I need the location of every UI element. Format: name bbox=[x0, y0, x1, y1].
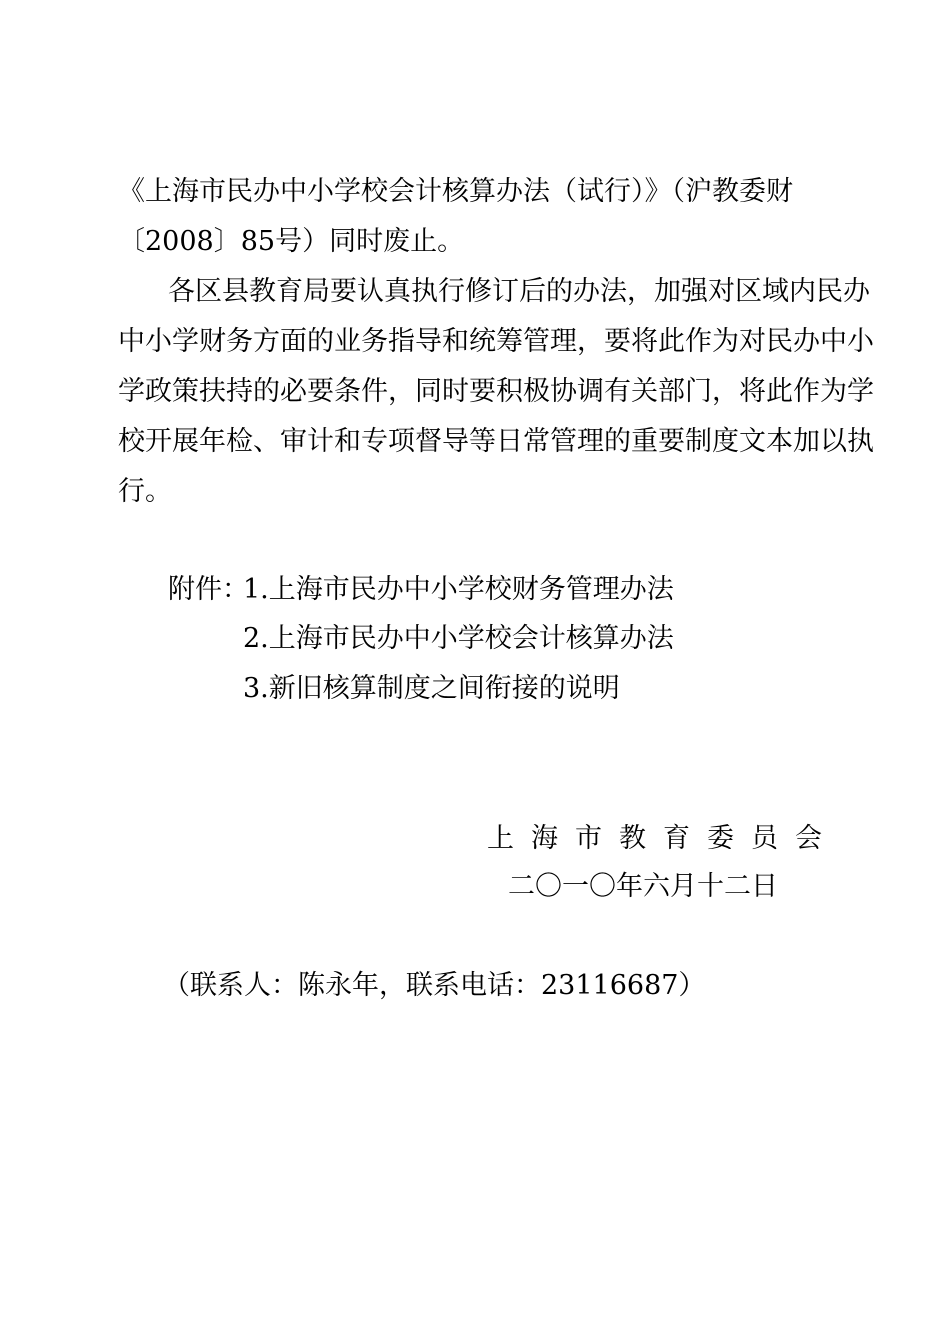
attachment-item-1: 1.上海市民办中小学校财务管理办法 bbox=[243, 574, 674, 605]
issuer-name: 上海市教育委员会 bbox=[487, 823, 839, 854]
paragraph-2-line-5: 行。 bbox=[118, 476, 172, 507]
paragraph-1-line-2: 〔2008〕85号）同时废止。 bbox=[118, 226, 465, 257]
issue-date: 二〇一〇年六月十二日 bbox=[508, 871, 778, 902]
paragraph-2-line-3: 学政策扶持的必要条件，同时要积极协调有关部门，将此作为学 bbox=[118, 376, 874, 407]
paragraph-2-line-1: 各区县教育局要认真执行修订后的办法，加强对区域内民办 bbox=[168, 276, 870, 307]
paragraph-1-line-1: 《上海市民办中小学校会计核算办法（试行）》（沪教委财 bbox=[118, 176, 793, 207]
paragraph-2-line-4: 校开展年检、审计和专项督导等日常管理的重要制度文本加以执 bbox=[118, 426, 874, 457]
attachment-item-3: 3.新旧核算制度之间衔接的说明 bbox=[243, 673, 620, 704]
paragraph-2-line-2: 中小学财务方面的业务指导和统筹管理，要将此作为对民办中小 bbox=[118, 326, 874, 357]
attachments-label: 附件： bbox=[168, 574, 249, 605]
attachment-item-2: 2.上海市民办中小学校会计核算办法 bbox=[243, 623, 674, 654]
contact-info: （联系人：陈永年，联系电话：23116687） bbox=[163, 970, 706, 1001]
